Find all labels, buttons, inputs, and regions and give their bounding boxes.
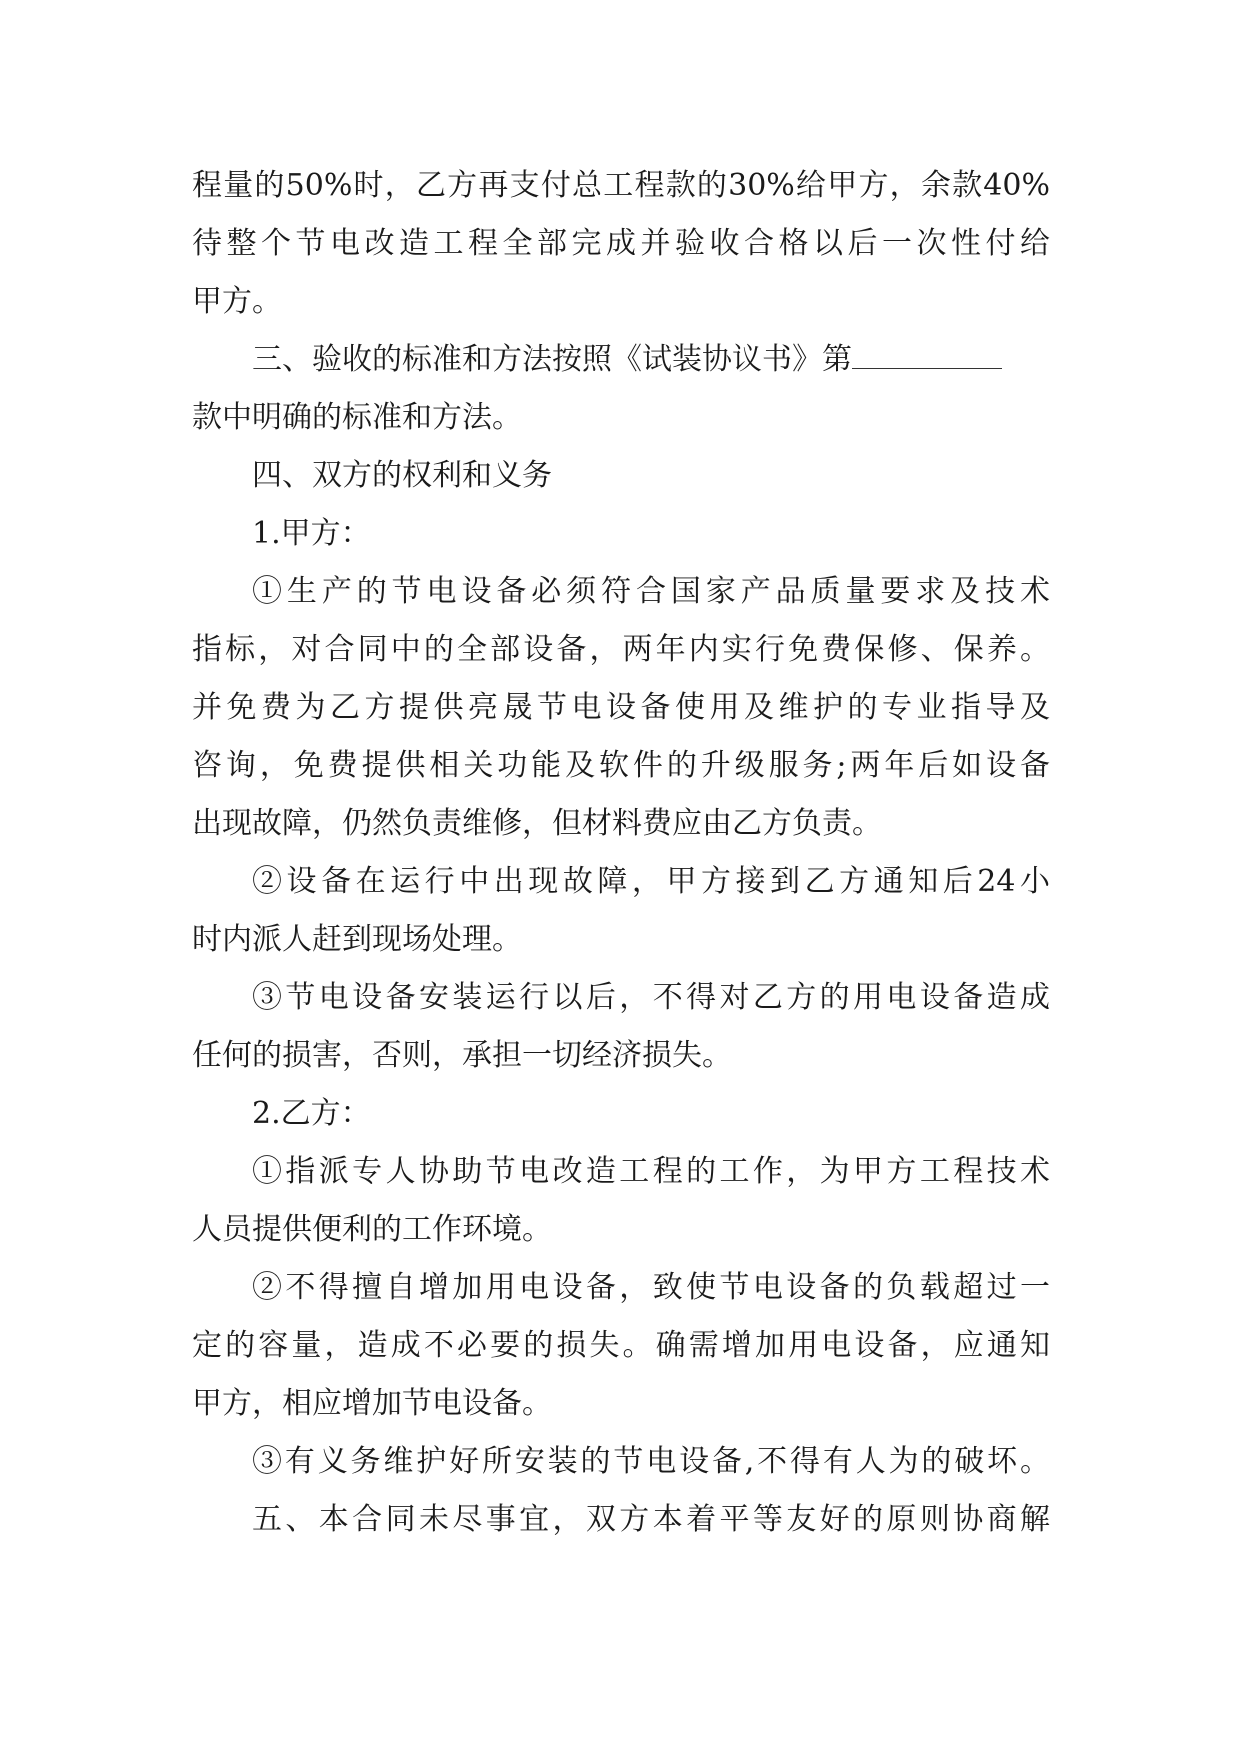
party-b-heading: 2.乙方： <box>252 1096 371 1131</box>
blank-fill-line <box>852 340 1002 369</box>
text-line: ①生产的节电设备必须符合国家产品质量要求及技术 <box>252 574 1050 609</box>
text-line: 待整个节电改造工程全部完成并验收合格以后一次性付给 <box>192 226 1050 261</box>
text-line: 任何的损害，否则，承担一切经济损失。 <box>192 1038 732 1073</box>
party-a-heading: 1.甲方： <box>252 516 371 551</box>
text-line: 人员提供便利的工作环境。 <box>192 1212 552 1247</box>
text-line: 甲方。 <box>192 284 282 319</box>
text-line: ③节电设备安装运行以后，不得对乙方的用电设备造成 <box>252 980 1050 1015</box>
text-line: 咨询，免费提供相关功能及软件的升级服务;两年后如设备 <box>192 748 1050 783</box>
section-heading: 四、双方的权利和义务 <box>252 458 552 493</box>
clause-3-line <box>252 340 1002 380</box>
text-line: 五、本合同未尽事宜，双方本着平等友好的原则协商解 <box>252 1502 1050 1537</box>
text-line: 指标，对合同中的全部设备，两年内实行免费保修、保养。 <box>192 632 1050 667</box>
text-line: ①指派专人协助节电改造工程的工作，为甲方工程技术 <box>252 1154 1050 1189</box>
text-line: 甲方，相应增加节电设备。 <box>192 1386 552 1421</box>
clause-3-text: 三、验收的标准和方法按照《试装协议书》第 <box>252 342 852 377</box>
text-line: 出现故障，仍然负责维修，但材料费应由乙方负责。 <box>192 806 882 841</box>
text-line: 程量的50%时，乙方再支付总工程款的30%给甲方，余款40% <box>192 168 1050 203</box>
text-line: 定的容量，造成不必要的损失。确需增加用电设备，应通知 <box>192 1328 1050 1363</box>
text-line: ②设备在运行中出现故障，甲方接到乙方通知后24小 <box>252 864 1050 899</box>
text-line: 款中明确的标准和方法。 <box>192 400 522 435</box>
text-line: 并免费为乙方提供亮晟节电设备使用及维护的专业指导及 <box>192 690 1050 725</box>
text-line: ③有义务维护好所安装的节电设备,不得有人为的破坏。 <box>252 1444 1050 1479</box>
text-line: ②不得擅自增加用电设备，致使节电设备的负载超过一 <box>252 1270 1050 1305</box>
text-line: 时内派人赶到现场处理。 <box>192 922 522 957</box>
